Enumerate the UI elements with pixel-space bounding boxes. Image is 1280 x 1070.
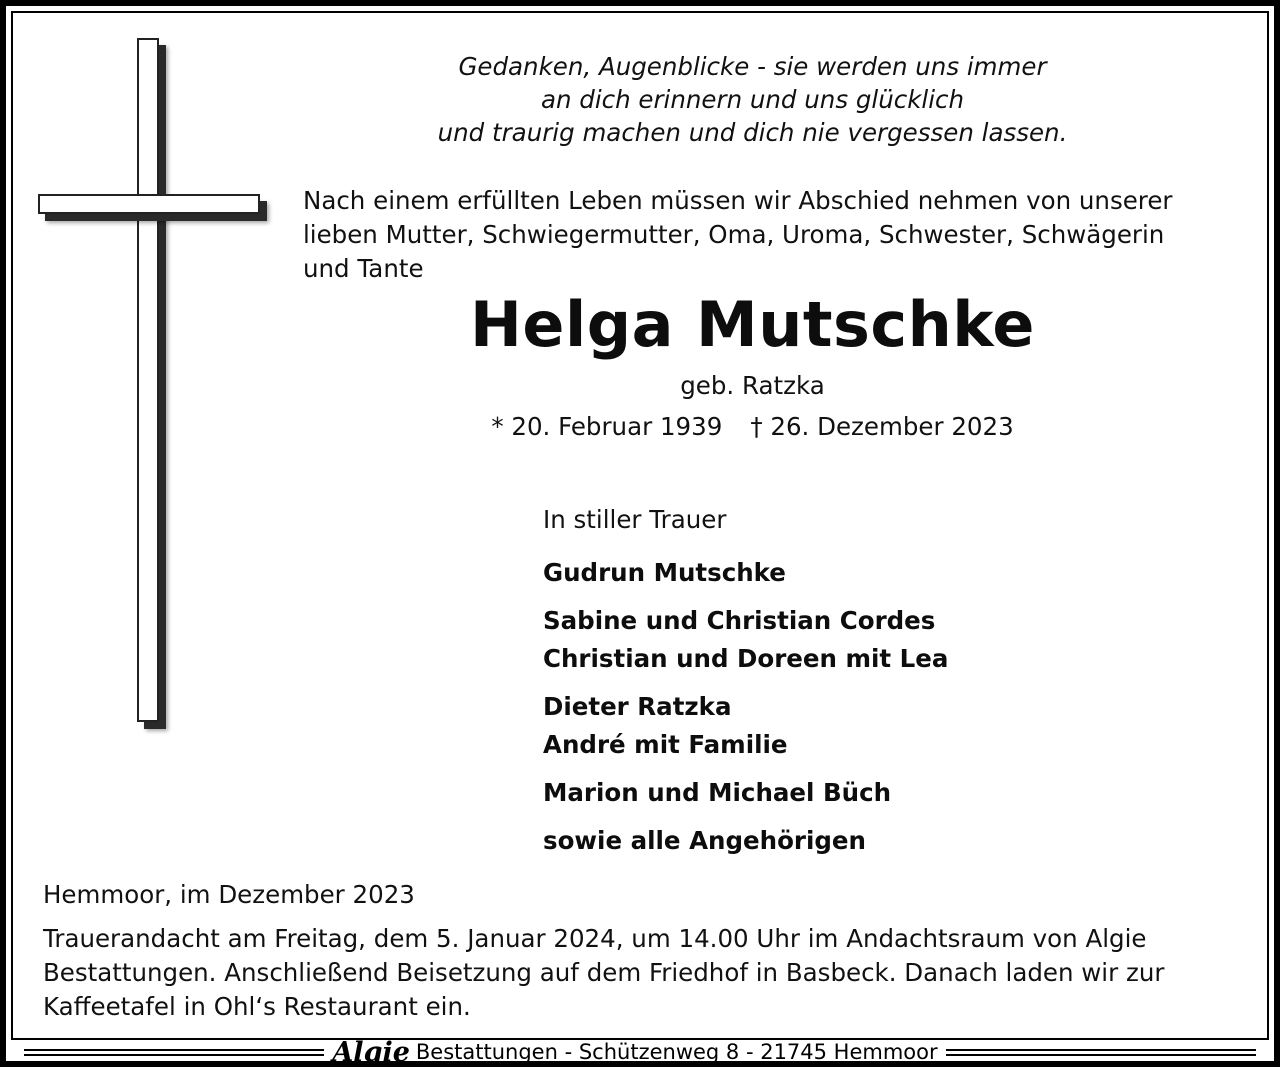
deceased-name: Helga Mutschke bbox=[470, 288, 1035, 361]
service-line: Bestattungen. Anschließend Beisetzung auf dem Friedhof in Basbeck. Danach laden wir zur bbox=[43, 958, 1165, 987]
mourner-group bbox=[543, 602, 1243, 678]
funeral-home-logo: Algie bbox=[332, 1036, 410, 1068]
intro-line: Nach einem erfüllten Leben müssen wir Abschied nehmen von unserer bbox=[303, 186, 1173, 215]
poem bbox=[300, 50, 1205, 149]
mourner-group bbox=[543, 774, 1243, 812]
mourner-group bbox=[543, 554, 1243, 592]
poem-line: und traurig machen und dich nie vergessen lassen. bbox=[437, 118, 1068, 147]
mourner-name: sowie alle Angehörigen bbox=[543, 826, 866, 855]
mourner-group bbox=[543, 688, 1243, 764]
mourner-name: Dieter Ratzka bbox=[543, 692, 732, 721]
cross-horizontal-beam bbox=[38, 194, 260, 214]
footer-rule-left bbox=[24, 1049, 324, 1056]
life-dates bbox=[300, 410, 1205, 444]
footer-rule-right bbox=[946, 1049, 1256, 1056]
mourners-list bbox=[543, 554, 1243, 870]
intro-text bbox=[303, 184, 1243, 286]
cross-icon bbox=[0, 0, 280, 740]
intro-line: und Tante bbox=[303, 254, 424, 283]
birth-date: * 20. Februar 1939 bbox=[491, 412, 723, 441]
service-line: Kaffeetafel in Ohl‘s Restaurant ein. bbox=[43, 992, 471, 1021]
mourner-name: André mit Familie bbox=[543, 730, 788, 759]
poem-line: an dich erinnern und uns glücklich bbox=[540, 85, 965, 114]
cross-vertical-beam bbox=[137, 38, 159, 722]
intro-line: lieben Mutter, Schwiegermutter, Oma, Uroma, Schwester, Schwägerin bbox=[303, 220, 1165, 249]
mourning-label: In stiller Trauer bbox=[543, 505, 727, 534]
mourner-name: Sabine und Christian Cordes bbox=[543, 606, 936, 635]
death-date: † 26. Dezember 2023 bbox=[750, 412, 1014, 441]
maiden-name: geb. Ratzka bbox=[680, 371, 825, 400]
mourner-group bbox=[543, 822, 1243, 860]
footer bbox=[11, 1034, 1269, 1070]
mourner-name: Gudrun Mutschke bbox=[543, 558, 786, 587]
poem-line: Gedanken, Augenblicke - sie werden uns immer bbox=[458, 52, 1047, 81]
mourner-name: Christian und Doreen mit Lea bbox=[543, 644, 949, 673]
mourner-name: Marion und Michael Büch bbox=[543, 778, 892, 807]
place-date: Hemmoor, im Dezember 2023 bbox=[43, 880, 415, 909]
service-info bbox=[43, 922, 1243, 1024]
funeral-home-address: Bestattungen - Schützenweg 8 - 21745 Hemmoor bbox=[415, 1040, 938, 1064]
service-line: Trauerandacht am Freitag, dem 5. Januar 2024, um 14.00 Uhr im Andachtsraum von Algie bbox=[43, 924, 1147, 953]
